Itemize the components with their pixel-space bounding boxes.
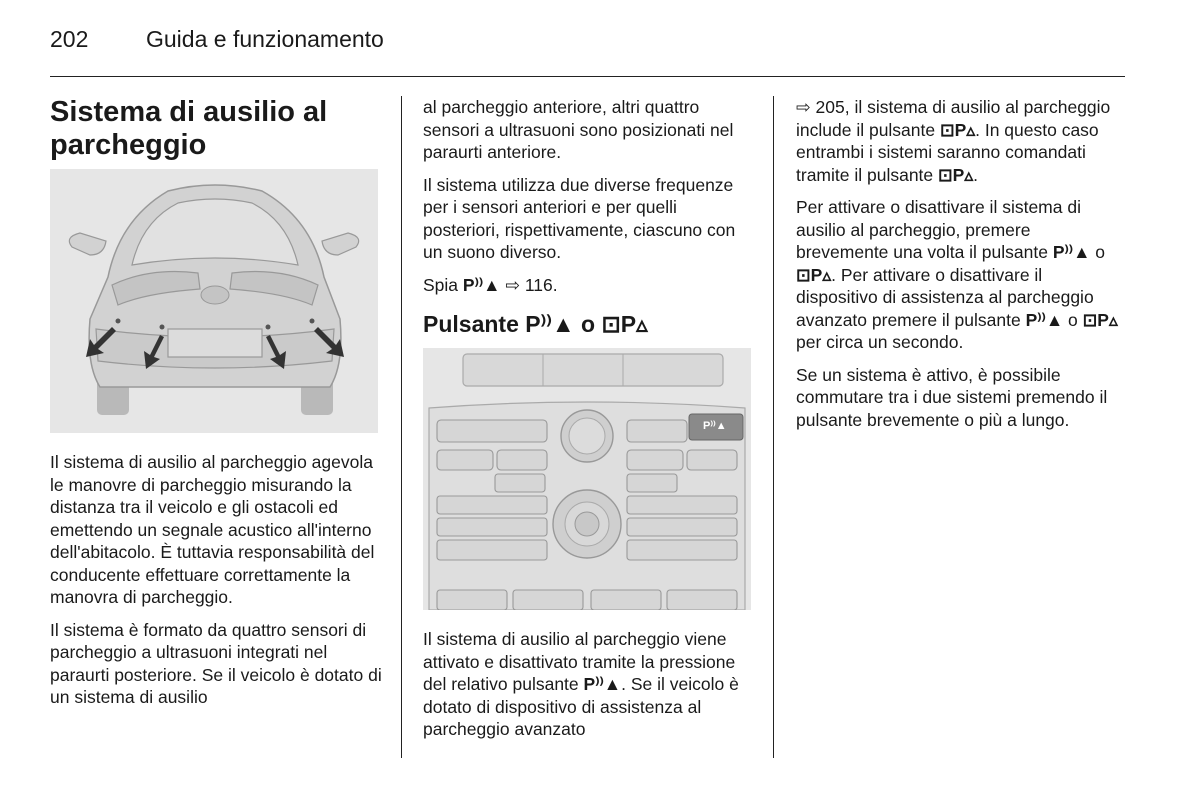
paragraph: Il sistema di ausilio al parcheggio agevola le manovre di parcheggio misurando la distanza tra il veicolo e gli ostacoli ed emettendo un segnale acustico all'interno dell'abitacolo. È tuttavia responsabilità del conducente effettuare correttamente la manovra di parcheggio. (50, 452, 375, 607)
parking-assist-icon: P⁾⁾▲ (462, 274, 501, 295)
car-rear-sensors-icon (50, 169, 378, 433)
subsection-heading (423, 310, 753, 338)
page-number: 202 (50, 26, 89, 52)
paragraph-text: Il sistema di ausilio al parcheggio viene attivato e disattivato tramite la pressione del relativo pulsante (423, 629, 736, 694)
paragraph: Se un sistema è attivo, è possibile commutare tra i due sistemi premendo il pulsante brevemente o più a lungo. (796, 364, 1108, 430)
console-illustration (423, 348, 751, 610)
paragraph (796, 196, 1126, 354)
paragraph-text: o (1063, 309, 1083, 330)
column-divider-2 (773, 96, 774, 758)
paragraph-text: ⇨ 205, il sistema di ausilio al parcheggio include il pulsante (796, 97, 1111, 140)
parking-assist-icon: P⁾⁾▲ (1025, 309, 1064, 330)
page-reference: ⇨ 116. (500, 274, 558, 295)
advanced-park-assist-icon: ⊡P▵ (796, 264, 832, 285)
paragraph-text: . (973, 164, 979, 185)
heading-text: o (574, 311, 602, 337)
heading-text: Pulsante (423, 311, 526, 337)
column-1-body (50, 451, 382, 719)
park-assist-button-label: P⁾⁾▲ (703, 420, 727, 432)
section-heading: Sistema di ausilio al parcheggio (50, 96, 328, 161)
paragraph-text: Il sistema utilizza due diverse frequenze per i sensori anteriori e per quelli posteriori, rispettivamente, ciascuno con un suono diverso. (423, 174, 736, 262)
paragraph: Il sistema è formato da quattro sensori di parcheggio a ultrasuoni integrati nel paraurti posteriore. Se il veicolo è dotato di un sistema di ausilio (50, 619, 382, 707)
paragraph-text: Se il veicolo è dotato di dispositivo di assistenza al parcheggio avanzato (423, 674, 739, 739)
advanced-park-assist-icon: ⊡P▵ (938, 164, 974, 185)
chapter-title: Guida e funzionamento (146, 26, 384, 52)
paragraph (423, 274, 753, 297)
parking-assist-icon: P⁾⁾▲ (1052, 242, 1091, 262)
paragraph-text: Per attivare o disattivare il sistema di ausilio al parcheggio, premere brevemente una volta il pulsante (796, 197, 1081, 262)
paragraph (796, 96, 1126, 186)
paragraph-text: . Per attivare o disattivare il dispositivo di assistenza al parcheggio avanzato premere il pulsante (796, 264, 1094, 330)
advanced-park-assist-icon: ⊡P▵ (601, 311, 648, 337)
car-rear-illustration (50, 169, 378, 433)
column-3 (796, 96, 1126, 441)
paragraph-text: . (621, 674, 626, 694)
paragraph (423, 174, 753, 264)
paragraph (423, 628, 753, 741)
advanced-park-assist-icon: ⊡P▵ (1082, 309, 1118, 330)
column-1 (50, 96, 382, 162)
paragraph-text: . In questo caso entrambi i sistemi saranno comandati tramite il pulsante (796, 119, 1099, 185)
column-2-body (423, 628, 753, 751)
column-divider-1 (401, 96, 402, 758)
paragraph-text: per circa un secondo. (796, 332, 964, 352)
paragraph-text: o (1090, 242, 1106, 262)
warning-light-label: Spia (423, 274, 463, 295)
parking-assist-icon: P⁾⁾▲ (525, 311, 575, 337)
parking-assist-icon: P⁾⁾▲ (583, 674, 622, 694)
header-rule (50, 76, 1125, 77)
paragraph: al parcheggio anteriore, altri quattro sensori a ultrasuoni sono posizionati nel paraurti anteriore. (423, 97, 734, 162)
advanced-park-assist-icon: ⊡P▵ (939, 119, 976, 140)
column-2 (423, 96, 753, 338)
center-console-icon (423, 348, 751, 610)
